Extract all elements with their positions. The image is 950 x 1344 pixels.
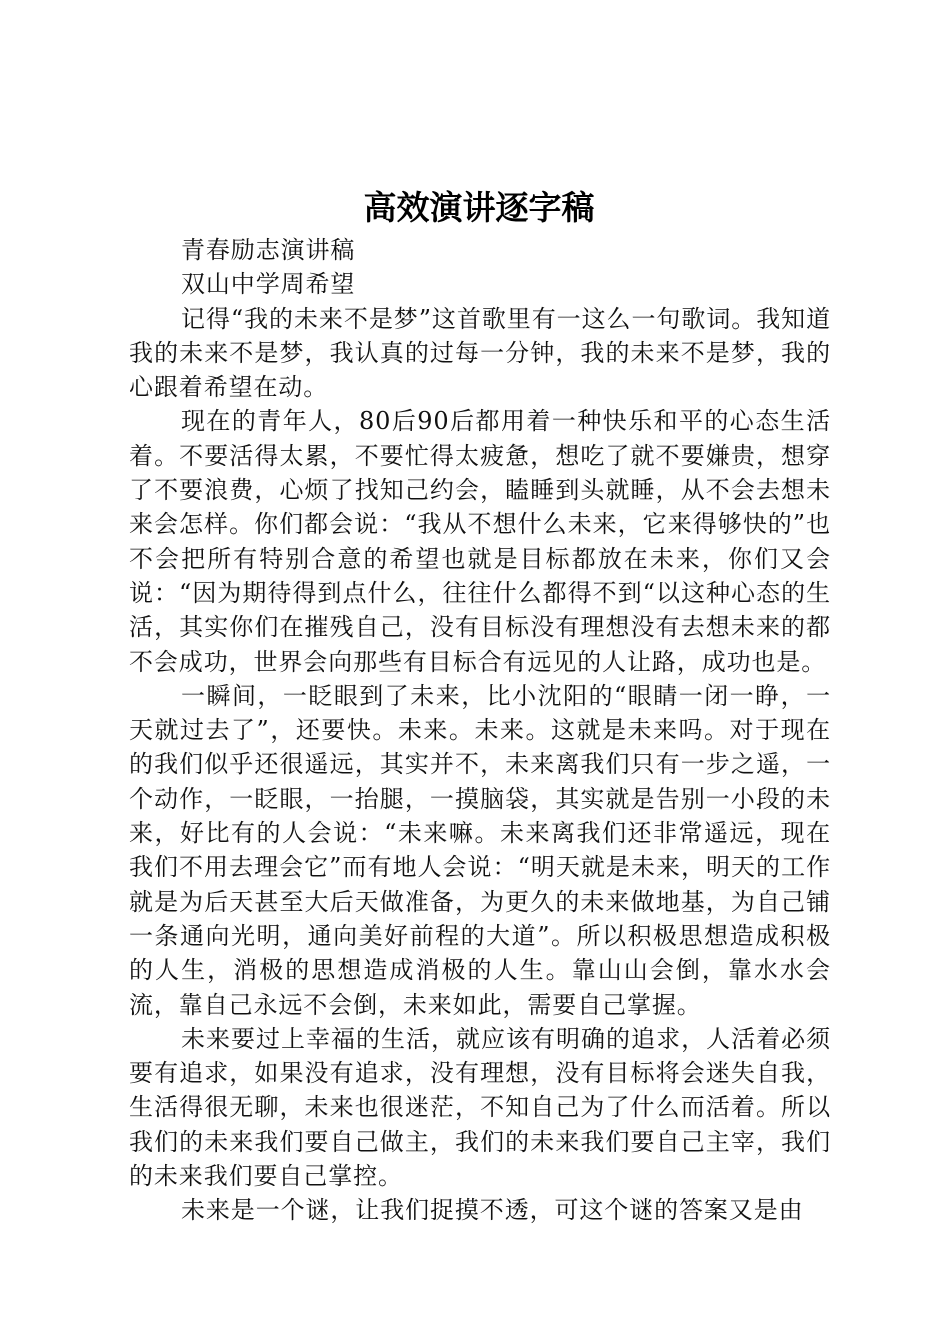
document-title: 高效演讲逐字稿 bbox=[363, 188, 595, 227]
paragraph: 记得“我的未来不是梦”这首歌里有一这么一句歌词。我知道我的未来不是梦，我认真的过每一分钟，我的未来不是梦，我的心跟着希望在动。 bbox=[129, 304, 831, 402]
paragraph: 现在的青年人，80后90后都用着一种快乐和平的心态生活着。不要活得太累，不要忙得太疲惫，想吃了就不要嫌贵，想穿了不要浪费，心烦了找知己约会，瞌睡到头就睡，从不会去想未来会怎样。你们都会说：“我从不想什么未来，它来得够快的”也不会把所有特别合意的希望也就是目标都放在未来，你们又会说：“因为期待得到点什么，往往什么都得不到“以这种心态的生活，其实你们在摧残自己，没有目标没有理想没有去想未来的都不会成功，世界会向那些有目标合有远见的人让路，成功也是。 bbox=[129, 407, 831, 676]
paragraph-subtitle: 青春励志演讲稿 bbox=[181, 236, 356, 264]
paragraph: 未来是一个谜，让我们捉摸不透，可这个谜的答案又是由 bbox=[181, 1196, 804, 1225]
paragraph: 未来要过上幸福的生活，就应该有明确的追求，人活着必须要有追求，如果没有追求，没有理想，没有目标将会迷失自我，生活得很无聊，未来也很迷茫，不知自己为了什么而活着。所以我们的未来我们要自己做主，我们的未来我们要自己主宰，我们的未来我们要自己掌控。 bbox=[129, 1024, 831, 1191]
document-body bbox=[129, 233, 831, 1228]
paragraph: 一瞬间，一眨眼到了未来，比小沈阳的“眼睛一闭一睁，一天就过去了”，还要快。未来。未来。这就是未来吗。对于现在的我们似乎还很遥远，其实并不，未来离我们只有一步之遥，一个动作，一眨眼，一抬腿，一摸脑袋，其实就是告别一小段的未来，好比有的人会说：“未来嘛。未来离我们还非常遥远，现在我们不用去理会它”而有地人会说：“明天就是未来，明天的工作就是为后天甚至大后天做准备，为更久的未来做地基，为自己铺一条通向光明，通向美好前程的大道”。所以积极思想造成积极的人生，消极的思想造成消极的人生。靠山山会倒，靠水水会流，靠自己永远不会倒，未来如此，需要自己掌握。 bbox=[129, 681, 831, 1019]
paragraph-author: 双山中学周希望 bbox=[181, 270, 356, 299]
